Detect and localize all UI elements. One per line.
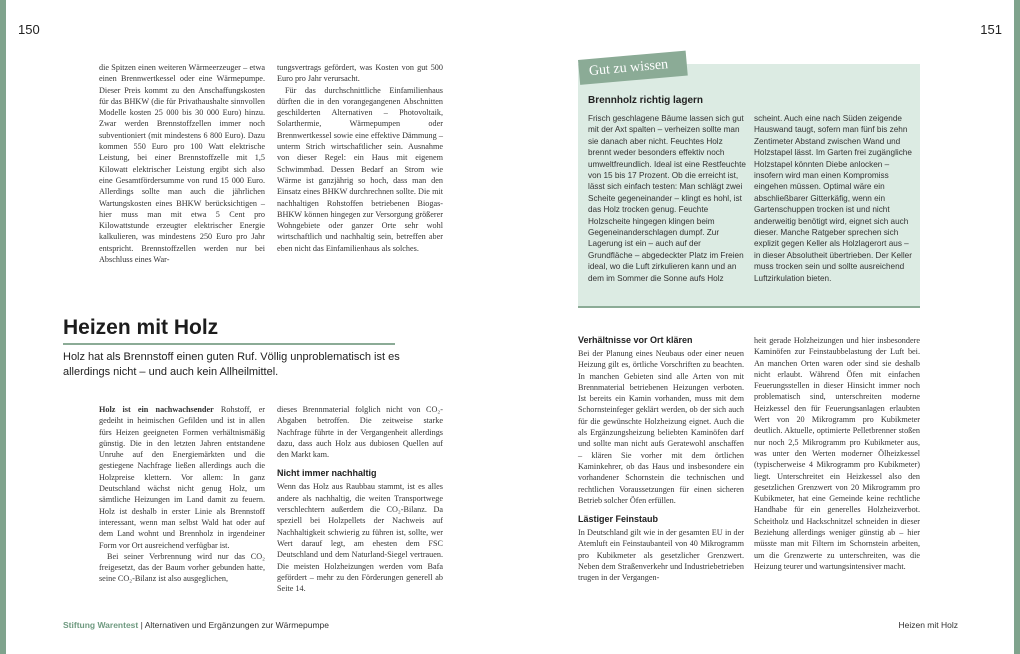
info-badge: Gut zu wissen bbox=[578, 51, 688, 85]
footer-separator: | bbox=[138, 620, 145, 630]
paragraph: Bei der Planung eines Neubaus oder einer neuen Heizung gilt es, örtliche Vorschriften zu beachten. In manchen Gebieten sind alle Arten von mit Brennmaterial betriebenen Heizungen verboten. Ist bereits ein Kamin vorhanden, muss mit dem Schornsteinfeger geklärt werden, ob der sich auch für die gewünschte Holzheizung eignet. Auch die als Ergänzungsheizung beliebten Kaminöfen darf und sollte man nicht aufs Geratewohl anschaffen – klären Sie vorher mit dem örtlichen Kaminkehrer, ob das Haus und insbesondere ein vorhandener Schornstein die technischen und rechtlichen Voraussetzungen für einen sicheren Betrieb solcher Öfen erfüllen. bbox=[578, 349, 744, 505]
info-box-column-1: Frisch geschlagene Bäume lassen sich gut mit der Axt spalten – verheizen sollte man sie danach aber nicht. Feuchtes Holz brennt weder besonders effektiv noch umweltfreundlich. Ideal ist eine Restfeuchte von 15 bis 17 Prozent. Ob die erreicht ist, lässt sich einfach testen: Man schlägt zwei Scheite gegeneinander – klingt es hohl, ist das Holz trocken genug. Feuchte Holzscheite hingegen klingen beim Gegeneinanderschlagen dumpf. Zur Lagerung ist ein – auch auf der Grundfläche – abgedeckter Platz im Freien ideal, wo die Luft zirkulieren kann und an dem im Sommer die Sonne aufs Holz bbox=[588, 114, 746, 283]
info-box-column-2: scheint. Auch eine nach Süden zeigende Hauswand taugt, sofern man fünf bis zehn Zentimeter Abstand zwischen Wand und Holzstapel lässt. Im Garten frei zugängliche Holzstapel könnten Diebe anlocken – insofern wird man einen Kompromiss eingehen müssen. Optimal wäre ein abschließbarer Gitterkäfig, wenn ein Gartenschuppen trocken ist und nicht anderweitig benötigt wird, eignet sich auch dieser. Manche Ratgeber sprechen sich explizit gegen Keller als Holzlagerort aus – in dieser Absolutheit übertrieben. Der Keller muss trocken sein und sollte ausreichend Luftzirkulation bieten. bbox=[754, 114, 912, 283]
footer-chapter: Alternativen und Ergänzungen zur Wärmepumpe bbox=[144, 620, 329, 630]
left-top-column-1 bbox=[99, 62, 265, 265]
paragraph: Bei seiner Verbrennung wird nur das CO₂ freigesetzt, das der Baum vorher gebunden hatte, seine CO₂-Bilanz ist also ausgeglichen, bbox=[99, 551, 265, 584]
right-page-number: 151 bbox=[980, 22, 1002, 37]
paragraph: heit gerade Holzheizungen und hier insbesondere Kaminöfen zur Feinstaubbelastung der Luft bei. An manchen Orten waren oder sind sie deshalb nicht erlaubt. Während Öfen mit einfachen Feuerungsstellen in dieser Hinsicht immer noch problematisch sind, unterschreiten moderne Heizkessel den für Feuerungsanlagen erlaubten Wert von 20 Mikrogramm pro Kubikmeter deutlich. Aktuelle, optimierte Pelletbrenner stoßen nur noch 2,5 Mikrogramm pro Kubikmeter aus, was unter den Werten moderner Ölheizkessel (typischerweise 4 Mikrogramm pro Kubikmeter) liegt. Unterschreitet ein Heizkessel also den gesetzlichen Grenzwert von 20 Mikrogramm pro Kubikmeter, hat eine Gemeinde keine rechtliche Handhabe für ein generelles Holzheizverbot. Scheitholz und Hackschnitzel schneiden in dieser Beziehung allerdings weniger günstig ab – hier müsste man mit Filtern im Schornstein arbeiten, um die Grenzwerte zu unterschreiten, was die Heizung teurer und wartungsintensiver macht. bbox=[754, 336, 920, 571]
section-title-rule bbox=[63, 343, 395, 345]
paragraph: dieses Brennmaterial folglich nicht von CO₂-Abgaben betroffen. Die zeitweise starke Nachfrage führte in der Vergangenheit allerdings dazu, dass auch Holz aus dubiosen Quellen auf den Markt kam. bbox=[277, 405, 443, 460]
left-footer bbox=[63, 620, 329, 630]
left-edge-bar bbox=[0, 0, 6, 654]
left-top-column-2 bbox=[277, 62, 443, 254]
left-bottom-column-2 bbox=[277, 404, 443, 594]
paragraph: In Deutschland gilt wie in der gesamten EU in der Atemluft ein Feinstaubanteil von 40 Mikrogramm pro Kubikmeter als gesetzlicher Grenzwert. Neben dem Straßenverkehr und Industriebetrieben trugen in der Vergangen- bbox=[578, 528, 744, 583]
subheading: Verhältnisse vor Ort klären bbox=[578, 335, 693, 345]
paragraph: Für das durchschnittliche Einfamilienhaus dürften die in den vorangegangenen Abschnitten geschilderten Alternativen – Photovoltaik, Solarthermie, Wärmepumpen oder Brennwertkessel sowie eine effektive Dämmung – unterm Strich wirtschaftlicher sein. Ausnahme von dieser Regel: ein Haus mit eigenem Schwimmbad. Dessen Bedarf an Strom wie Wärme ist ganzjährig so hoch, dass man den Einsatz eines BHKW durchrechnen sollte. Die mit nachhaltigen Rohstoffen betriebenen Biogas-BHKW können hingegen zur Versorgung größerer Wohngebiete oder ganzer Orte sehr wohl wirtschaftlich und nachhaltig sein, betreffen aber eben nicht das Einfamilienhaus als solches. bbox=[277, 85, 443, 253]
info-box-title: Brennholz richtig lagern bbox=[588, 95, 704, 106]
section-lead: Holz hat als Brennstoff einen guten Ruf. Völlig unproblematisch ist es allerdings nicht – und auch kein Allheilmittel. bbox=[63, 351, 400, 378]
right-edge-bar bbox=[1014, 0, 1020, 654]
paragraph bbox=[99, 404, 265, 551]
paragraph: tungsvertrags gefördert, was Kosten von gut 500 Euro pro Jahr verursacht. bbox=[277, 63, 443, 84]
paragraph: Wenn das Holz aus Raubbau stammt, ist es alles andere als nachhaltig, die weiten Transportwege verschlechtern außerdem die CO₂-Bilanz. Da speziell bei Holzpellets der Nachweis auf Nachhaltigkeit schwierig zu führen ist, sollte, wer Wert darauf legt, am ehesten dem FSC Deutschland und dem Naturland-Siegel vertrauen. Die meisten Holzheizungen werden vom Bafa gefördert – mehr zu den Förderungen generell ab Seite 14. bbox=[277, 482, 443, 594]
subheading: Lästiger Feinstaub bbox=[578, 514, 659, 525]
left-page-number: 150 bbox=[18, 22, 40, 37]
run-in-bold: Holz ist ein nachwachsender bbox=[99, 405, 214, 414]
right-bottom-column-2 bbox=[754, 335, 920, 572]
paragraph-text: Rohstoff, er gedeiht in heimischen Gefilden und ist in allen fürs Heizen geeigneten Formen verhältnismäßig günstig. Die in den letzten Jahren entstandene Unruhe auf den Energiemärkten und die gestiegene Nachfrage ließen allerdings auch die Holzpreise klettern. Vor allem: In ganz Deutschland wächst nicht genug Holz, um sämtliche Heizungen im Land damit zu feuern. Holz ist deshalb in erster Linie als Brennstoff interessant, wenn man selbst Wald hat oder auf dem Land wohnt und Brennholz in irgendeiner Form vor Ort ausreichend verfügbar ist. bbox=[99, 405, 265, 550]
footer-brand: Stiftung Warentest bbox=[63, 620, 139, 630]
paragraph: die Spitzen einen weiteren Wärmeerzeuger – etwa einen Brennwertkessel oder eine Wärmepumpe. Dieser Preis kommt zu den Anschaffungskosten für das BHKW (die für Privathaushalte sinnvollen Modelle kosten 25 000 bis 30 000 Euro) hinzu. Zwar werden Brennstoffzellen immer noch subventioniert (mit mindestens 6 800 Euro). Dazu kommen 550 Euro pro 100 Watt elektrische Leistung, bei einer Brennstoffzelle mit 1,5 Kilowatt elektrischer Leistung ergibt sich also eine Gesamtfördersumme von rund 15 000 Euro. Allerdings sollte man auch die jährlichen Wartungskosten eines BHKW berücksichtigen – hier muss man mit etwa 5 Cent pro Kilowattstunde erzeugter elektrischer Energie kalkulieren, was mindestens 250 Euro pro Jahr entspricht. Brennstoffzellen werden nur bei Abschluss eines War- bbox=[99, 63, 265, 265]
subheading: Nicht immer nachhaltig bbox=[277, 468, 377, 479]
right-bottom-column-1 bbox=[578, 335, 744, 584]
right-footer: Heizen mit Holz bbox=[898, 620, 958, 630]
section-title: Heizen mit Holz bbox=[63, 316, 219, 339]
left-bottom-column-1 bbox=[99, 404, 265, 585]
